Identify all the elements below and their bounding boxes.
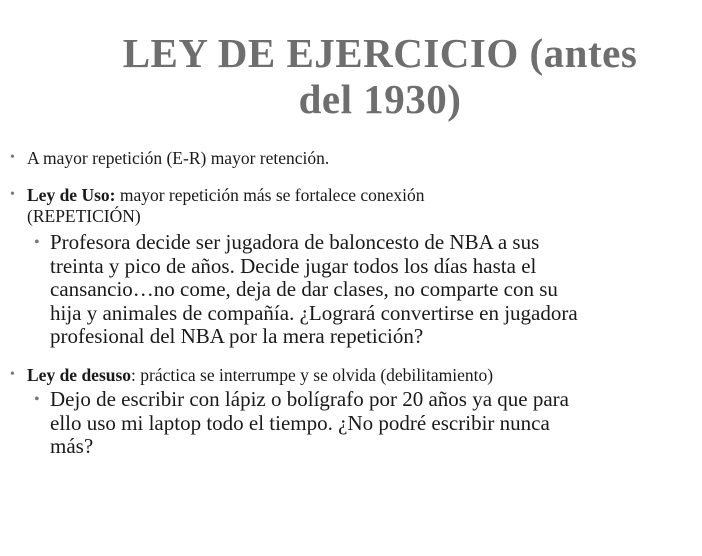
text-line: hija y animales de compañía. ¿Logrará convertirse en jugadora	[50, 300, 578, 325]
text-line: más?	[50, 434, 94, 458]
bullet-dot-icon: •	[10, 150, 15, 165]
bullet-dot-icon: •	[10, 367, 15, 382]
sub-bullet-text	[50, 231, 578, 349]
bullet-text-part: : práctica se interrumpe y se olvida (debilitamiento)	[131, 365, 494, 385]
title-line-1: LEY DE EJERCICIO (antes	[122, 30, 638, 76]
slide-title	[40, 30, 702, 122]
text-line: profesional del NBA por la mera repetición?	[50, 324, 424, 348]
bullet-bold-label: Ley de Uso:	[27, 185, 116, 205]
text-line: cansancio…no come, deja de dar clases, no comparte con su	[50, 277, 558, 301]
bullet-dot-icon: •	[34, 391, 40, 408]
text-line: ello uso mi laptop todo el tiempo. ¿No podré escribir nunca	[50, 410, 550, 435]
text-line: treinta y pico de años. Decide jugar todos los días hasta el	[50, 253, 537, 278]
text-line: Profesora decide ser jugadora de baloncesto de NBA a sus	[50, 230, 540, 254]
text-line: Dejo de escribir con lápiz o bolígrafo por 20 años ya que para	[50, 387, 569, 411]
bullet-text-part: mayor repetición más se fortalece conexión	[115, 185, 425, 205]
bullet-text	[27, 365, 493, 386]
bullet-bold-label: Ley de desuso	[27, 365, 132, 385]
bullet-text	[27, 185, 425, 227]
sub-bullet-text	[50, 388, 569, 459]
title-line-2: del 1930)	[298, 76, 462, 122]
bullet-text: A mayor repetición (E-R) mayor retención.	[27, 148, 330, 168]
bullet-dot-icon: •	[34, 234, 40, 251]
bullet-dot-icon: •	[10, 187, 15, 202]
bullet-text-line2: (REPETICIÓN)	[27, 206, 141, 226]
